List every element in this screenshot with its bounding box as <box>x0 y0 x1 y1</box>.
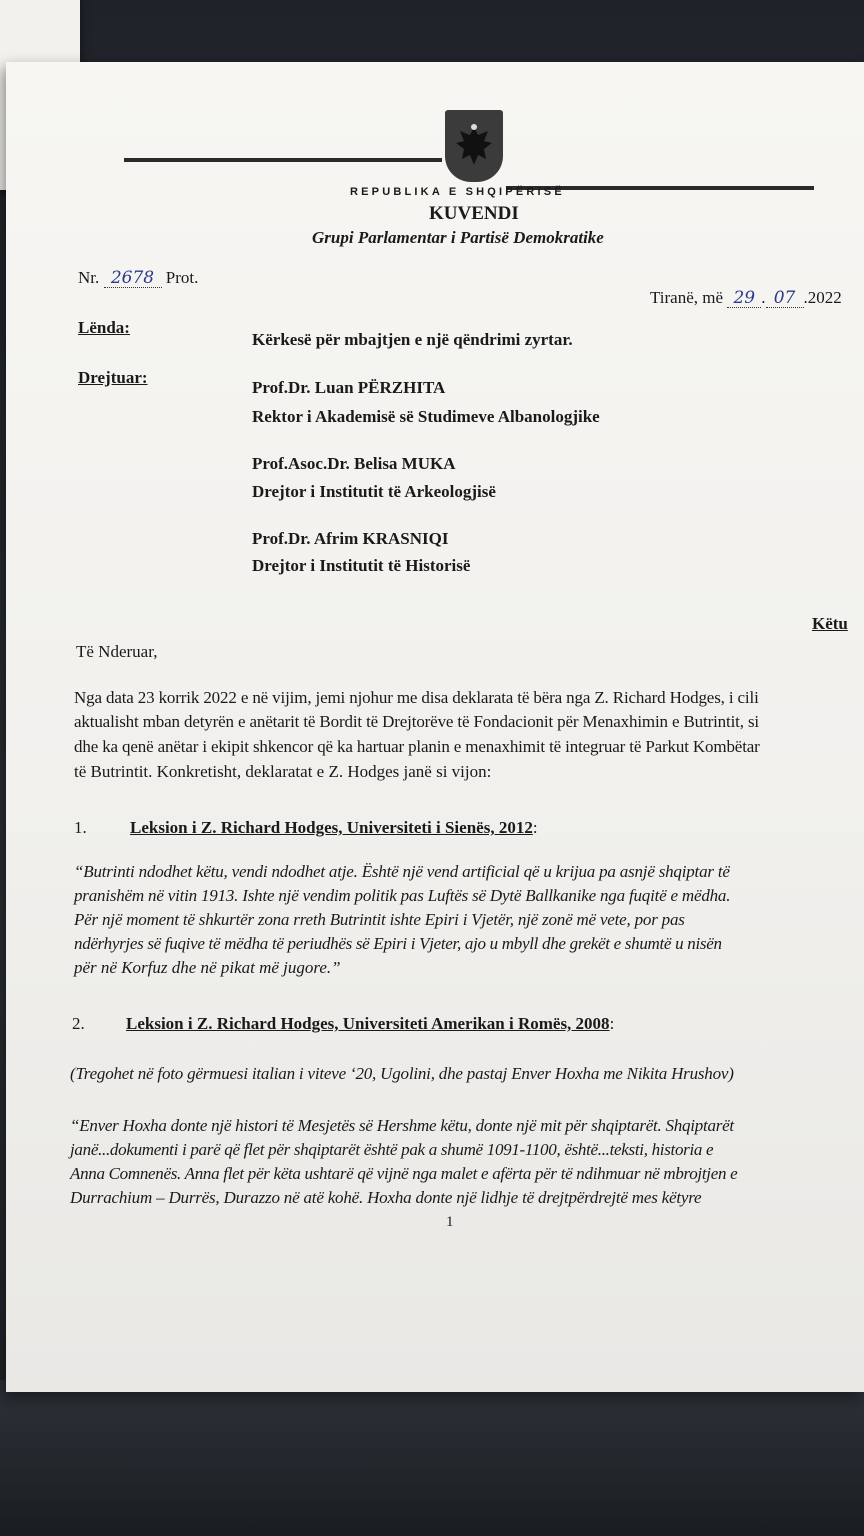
item-heading: Leksion i Z. Richard Hodges, Universiteti Amerikan i Romës, 2008: <box>126 1014 615 1033</box>
letter-date: Tiranë, më 29 . 07 .2022 <box>650 288 842 308</box>
item-title: Leksion i Z. Richard Hodges, Universiteti i Sienës, 2012 <box>130 818 533 837</box>
quote-line: ndërhyrjes së fuqive të mëdha të periudhës së Epiri i Vjeter, ajo u mbyll dhe grekët e shumtë u nisën <box>74 934 722 953</box>
recipient-role: Rektor i Akademisë së Studimeve Albanologjike <box>252 407 600 426</box>
intro-line: të Butrintit. Konkretisht, deklaratat e Z. Hodges janë si vijon: <box>74 762 492 781</box>
eagle-emblem-icon <box>445 110 503 182</box>
letterhead-rule-left <box>124 158 442 162</box>
date-day: 29 <box>727 289 761 308</box>
item-number: 1. <box>74 818 87 837</box>
quote-line: për në Korfuz dhe në pikat më jugore.” <box>74 958 341 977</box>
recipient-name: Prof.Asoc.Dr. Belisa MUKA <box>252 454 456 473</box>
salutation: Të Nderuar, <box>76 642 158 661</box>
protocol-value: 2678 <box>104 269 162 288</box>
quote-line: “Butrinti ndodhet këtu, vendi ndodhet atje. Është një vend artificial që u krijua pa asnjë shqiptar të <box>74 862 730 881</box>
subject-text: Kërkesë për mbajtjen e një qëndrimi zyrtar. <box>252 330 573 349</box>
table-surface <box>0 1380 864 1536</box>
intro-line: aktualisht mban detyrën e anëtarit të Bordit të Drejtorëve të Fondacionit për Menaxhimin e Butrintit, si <box>74 712 759 731</box>
quote-line: Anna Comnenës. Anna flet për këta ushtarë që vijnë nga malet e afërta për të ndihmuar në mbrojtjen e <box>70 1164 738 1183</box>
intro-line: Nga data 23 korrik 2022 e në vijim, jemi njohur me disa deklarata të bëra nga Z. Richard Hodges, i cili <box>74 688 759 707</box>
protocol-prefix: Nr. <box>78 268 100 287</box>
recipient-name: Prof.Dr. Luan PËRZHITA <box>252 378 446 397</box>
date-month: 07 <box>766 289 804 308</box>
addressed-label: Drejtuar: <box>78 368 148 387</box>
page-number: 1 <box>446 1214 454 1230</box>
document-page <box>6 62 864 1392</box>
recipient-role: Drejtor i Institutit të Arkeologjisë <box>252 482 496 501</box>
date-prefix: Tiranë, më <box>650 288 724 307</box>
intro-line: dhe ka qenë anëtar i ekipit shkencor që ka hartuar planin e menaxhimit të integruar të Parkut Kombëtar <box>74 737 760 756</box>
date-year: .2022 <box>803 288 842 307</box>
subject-label: Lënda: <box>78 318 130 337</box>
item-title: Leksion i Z. Richard Hodges, Universiteti Amerikan i Romës, 2008 <box>126 1014 610 1033</box>
quote-line: “Enver Hoxha donte një histori të Mesjetës së Hershme këtu, donte një mit për shqiptarët. Shqiptarët <box>70 1116 734 1135</box>
item-number: 2. <box>72 1014 85 1033</box>
ketu-label: Këtu <box>812 614 848 633</box>
recipient-role: Drejtor i Institutit të Historisë <box>252 556 471 575</box>
recipient-name: Prof.Dr. Afrim KRASNIQI <box>252 529 449 548</box>
quote-line: janë...dokumenti i parë që flet për shqiptarët është pak a shumë 1091-1100, është...teksti, historia e <box>70 1140 714 1159</box>
letterhead-group: Grupi Parlamentar i Partisë Demokratike <box>312 228 604 247</box>
quote-line: Për një moment të shkurtër zona rreth Butrintit ishte Epiri i Vjetër, një zonë më vete, por pas <box>74 910 685 929</box>
letterhead-republika: REPUBLIKA E SHQIPËRISË <box>350 186 565 198</box>
photo-note: (Tregohet në foto gërmuesi italian i viteve ‘20, Ugolini, dhe pastaj Enver Hoxha me Nikita Hrushov) <box>70 1064 734 1083</box>
item-heading: Leksion i Z. Richard Hodges, Universiteti i Sienës, 2012: <box>130 818 538 837</box>
letterhead-kuvendi: KUVENDI <box>429 203 519 224</box>
quote-line: Durrachium – Durrës, Durazzo në atë kohë. Hoxha donte një lidhje të drejtpërdrejtë mes këtyre <box>70 1188 702 1207</box>
protocol-number <box>78 268 198 288</box>
protocol-suffix: Prot. <box>165 268 199 287</box>
quote-line: pranishëm në vitin 1913. Ishte një vendim politik pas Luftës së Dytë Ballkanike nga fuqitë e mëdha. <box>74 886 731 905</box>
